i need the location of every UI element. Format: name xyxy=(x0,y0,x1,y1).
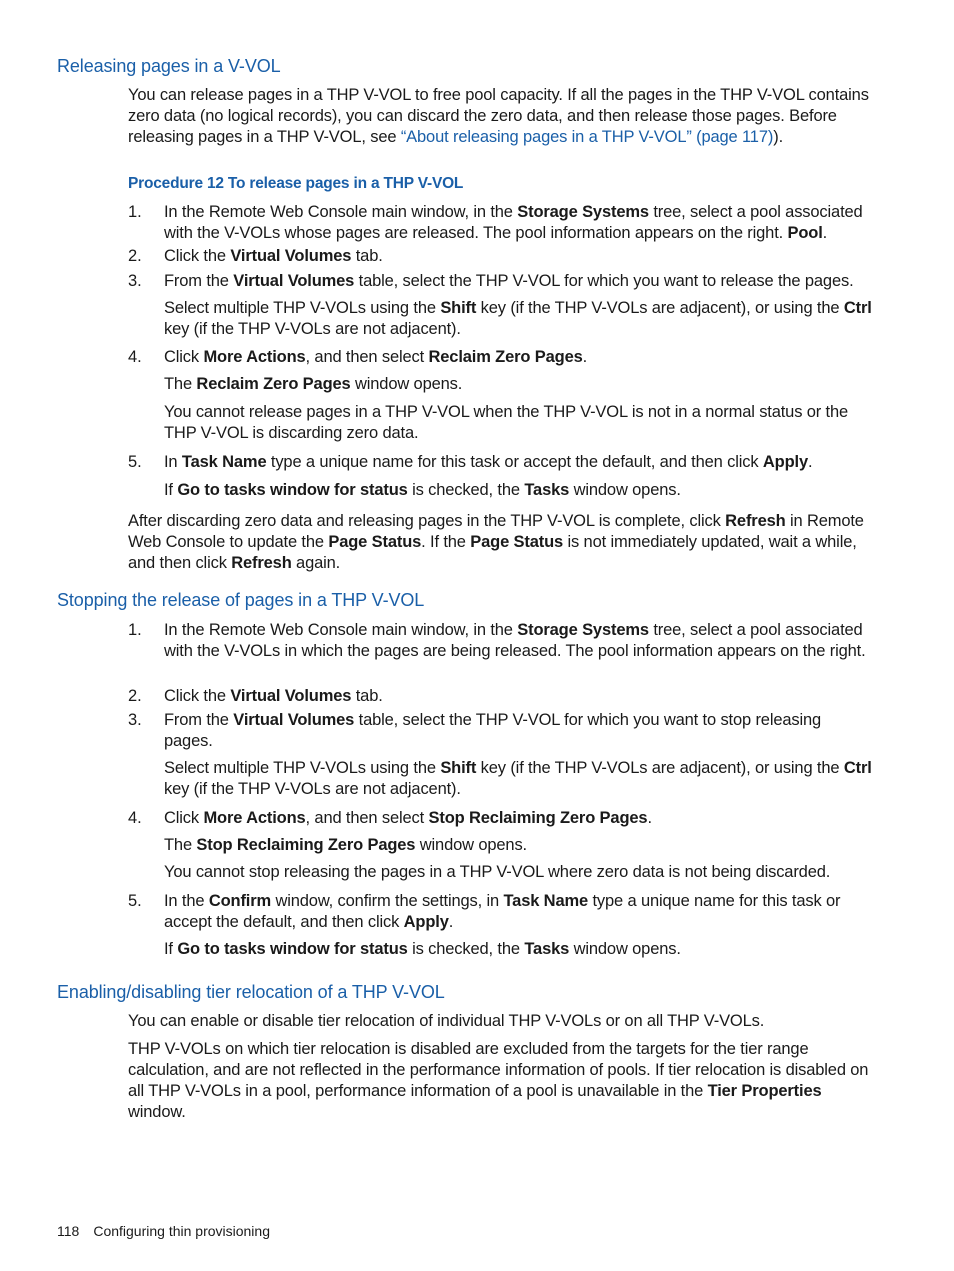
procedure-step: Click the Virtual Volumes tab. xyxy=(164,687,383,705)
section-heading-tier-relocation: Enabling/disabling tier relocation of a THP V-VOL xyxy=(57,982,445,1002)
tier-paragraph-1: You can enable or disable tier relocation of individual THP V-VOLs or on all THP V-VOLs. xyxy=(128,1012,765,1030)
tier-paragraph-2: THP V-VOLs on which tier relocation is disabled are excluded from the targets for the tier range calculation, and are not reflected in the performance information of pools. If tier relocation is disabled on all THP V-VOLs in a pool, performance information of a pool is unavailable in the Tier Properties window. xyxy=(128,1040,869,1121)
procedure-step: In the Remote Web Console main window, in the Storage Systems tree, select a pool associated with the V-VOLs whose pages are released. The pool information appears on the right. Pool. xyxy=(164,203,863,242)
step-number: 2. xyxy=(128,687,142,705)
intro-paragraph: You can release pages in a THP V-VOL to free pool capacity. If all the pages in the THP V-VOL contains zero data (no logical records), you can discard the zero data, and then release those pages. Before releasing pages in a THP V-VOL, see “About releasing pages in a THP V-VOL” (page 117)). xyxy=(128,86,869,146)
step-note: If Go to tasks window for status is checked, the Tasks window opens. xyxy=(164,481,681,499)
procedure-step: From the Virtual Volumes table, select the THP V-VOL for which you want to stop releasing pages. xyxy=(164,711,822,750)
step-number: 4. xyxy=(128,348,142,366)
procedure-title: Procedure 12 To release pages in a THP V-VOL xyxy=(128,175,464,192)
step-number: 2. xyxy=(128,247,142,265)
step-note: If Go to tasks window for status is checked, the Tasks window opens. xyxy=(164,940,681,958)
page-reference-link[interactable]: “About releasing pages in a THP V-VOL” (page 117) xyxy=(400,128,774,146)
step-note: Select multiple THP V-VOLs using the Shift key (if the THP V-VOLs are adjacent), or using the Ctrl key (if the THP V-VOLs are not adjacent). xyxy=(164,759,872,798)
step-number: 5. xyxy=(128,453,142,471)
step-number: 1. xyxy=(128,203,142,221)
step-note: The Stop Reclaiming Zero Pages window opens. xyxy=(164,836,527,854)
page-footer xyxy=(57,1223,284,1239)
section-heading-releasing-pages: Releasing pages in a V-VOL xyxy=(57,56,281,76)
after-paragraph: After discarding zero data and releasing pages in the THP V-VOL is complete, click Refresh in Remote Web Console to update the Page Status. If the Page Status is not immediately updated, wait a while, and then click Refresh again. xyxy=(128,512,864,572)
procedure-step: Click More Actions, and then select Stop Reclaiming Zero Pages. xyxy=(164,809,652,827)
step-number: 3. xyxy=(128,711,142,729)
step-number: 1. xyxy=(128,621,142,639)
procedure-step: Click the Virtual Volumes tab. xyxy=(164,247,383,265)
procedure-step: In the Confirm window, confirm the settings, in Task Name type a unique name for this task or accept the default, and then click Apply. xyxy=(164,892,841,931)
step-note: The Reclaim Zero Pages window opens. xyxy=(164,375,463,393)
step-note: You cannot release pages in a THP V-VOL when the THP V-VOL is not in a normal status or the THP V-VOL is discarding zero data. xyxy=(164,403,849,442)
procedure-step: Click More Actions, and then select Reclaim Zero Pages. xyxy=(164,348,588,366)
procedure-step: In Task Name type a unique name for this task or accept the default, and then click Apply. xyxy=(164,453,813,471)
chapter-title: Configuring thin provisioning xyxy=(93,1223,270,1239)
page-number: 118 xyxy=(57,1223,80,1239)
section-heading-stopping-release: Stopping the release of pages in a THP V-VOL xyxy=(57,590,425,610)
step-number: 4. xyxy=(128,809,142,827)
procedure-step: In the Remote Web Console main window, in the Storage Systems tree, select a pool associated with the V-VOLs in which the pages are being released. The pool information appears on the right. xyxy=(164,621,866,660)
procedure-step: From the Virtual Volumes table, select the THP V-VOL for which you want to release the pages. xyxy=(164,272,854,290)
step-number: 5. xyxy=(128,892,142,910)
step-note: Select multiple THP V-VOLs using the Shift key (if the THP V-VOLs are adjacent), or using the Ctrl key (if the THP V-VOLs are not adjacent). xyxy=(164,299,872,338)
step-number: 3. xyxy=(128,272,142,290)
step-note: You cannot stop releasing the pages in a THP V-VOL where zero data is not being discarded. xyxy=(164,863,831,881)
